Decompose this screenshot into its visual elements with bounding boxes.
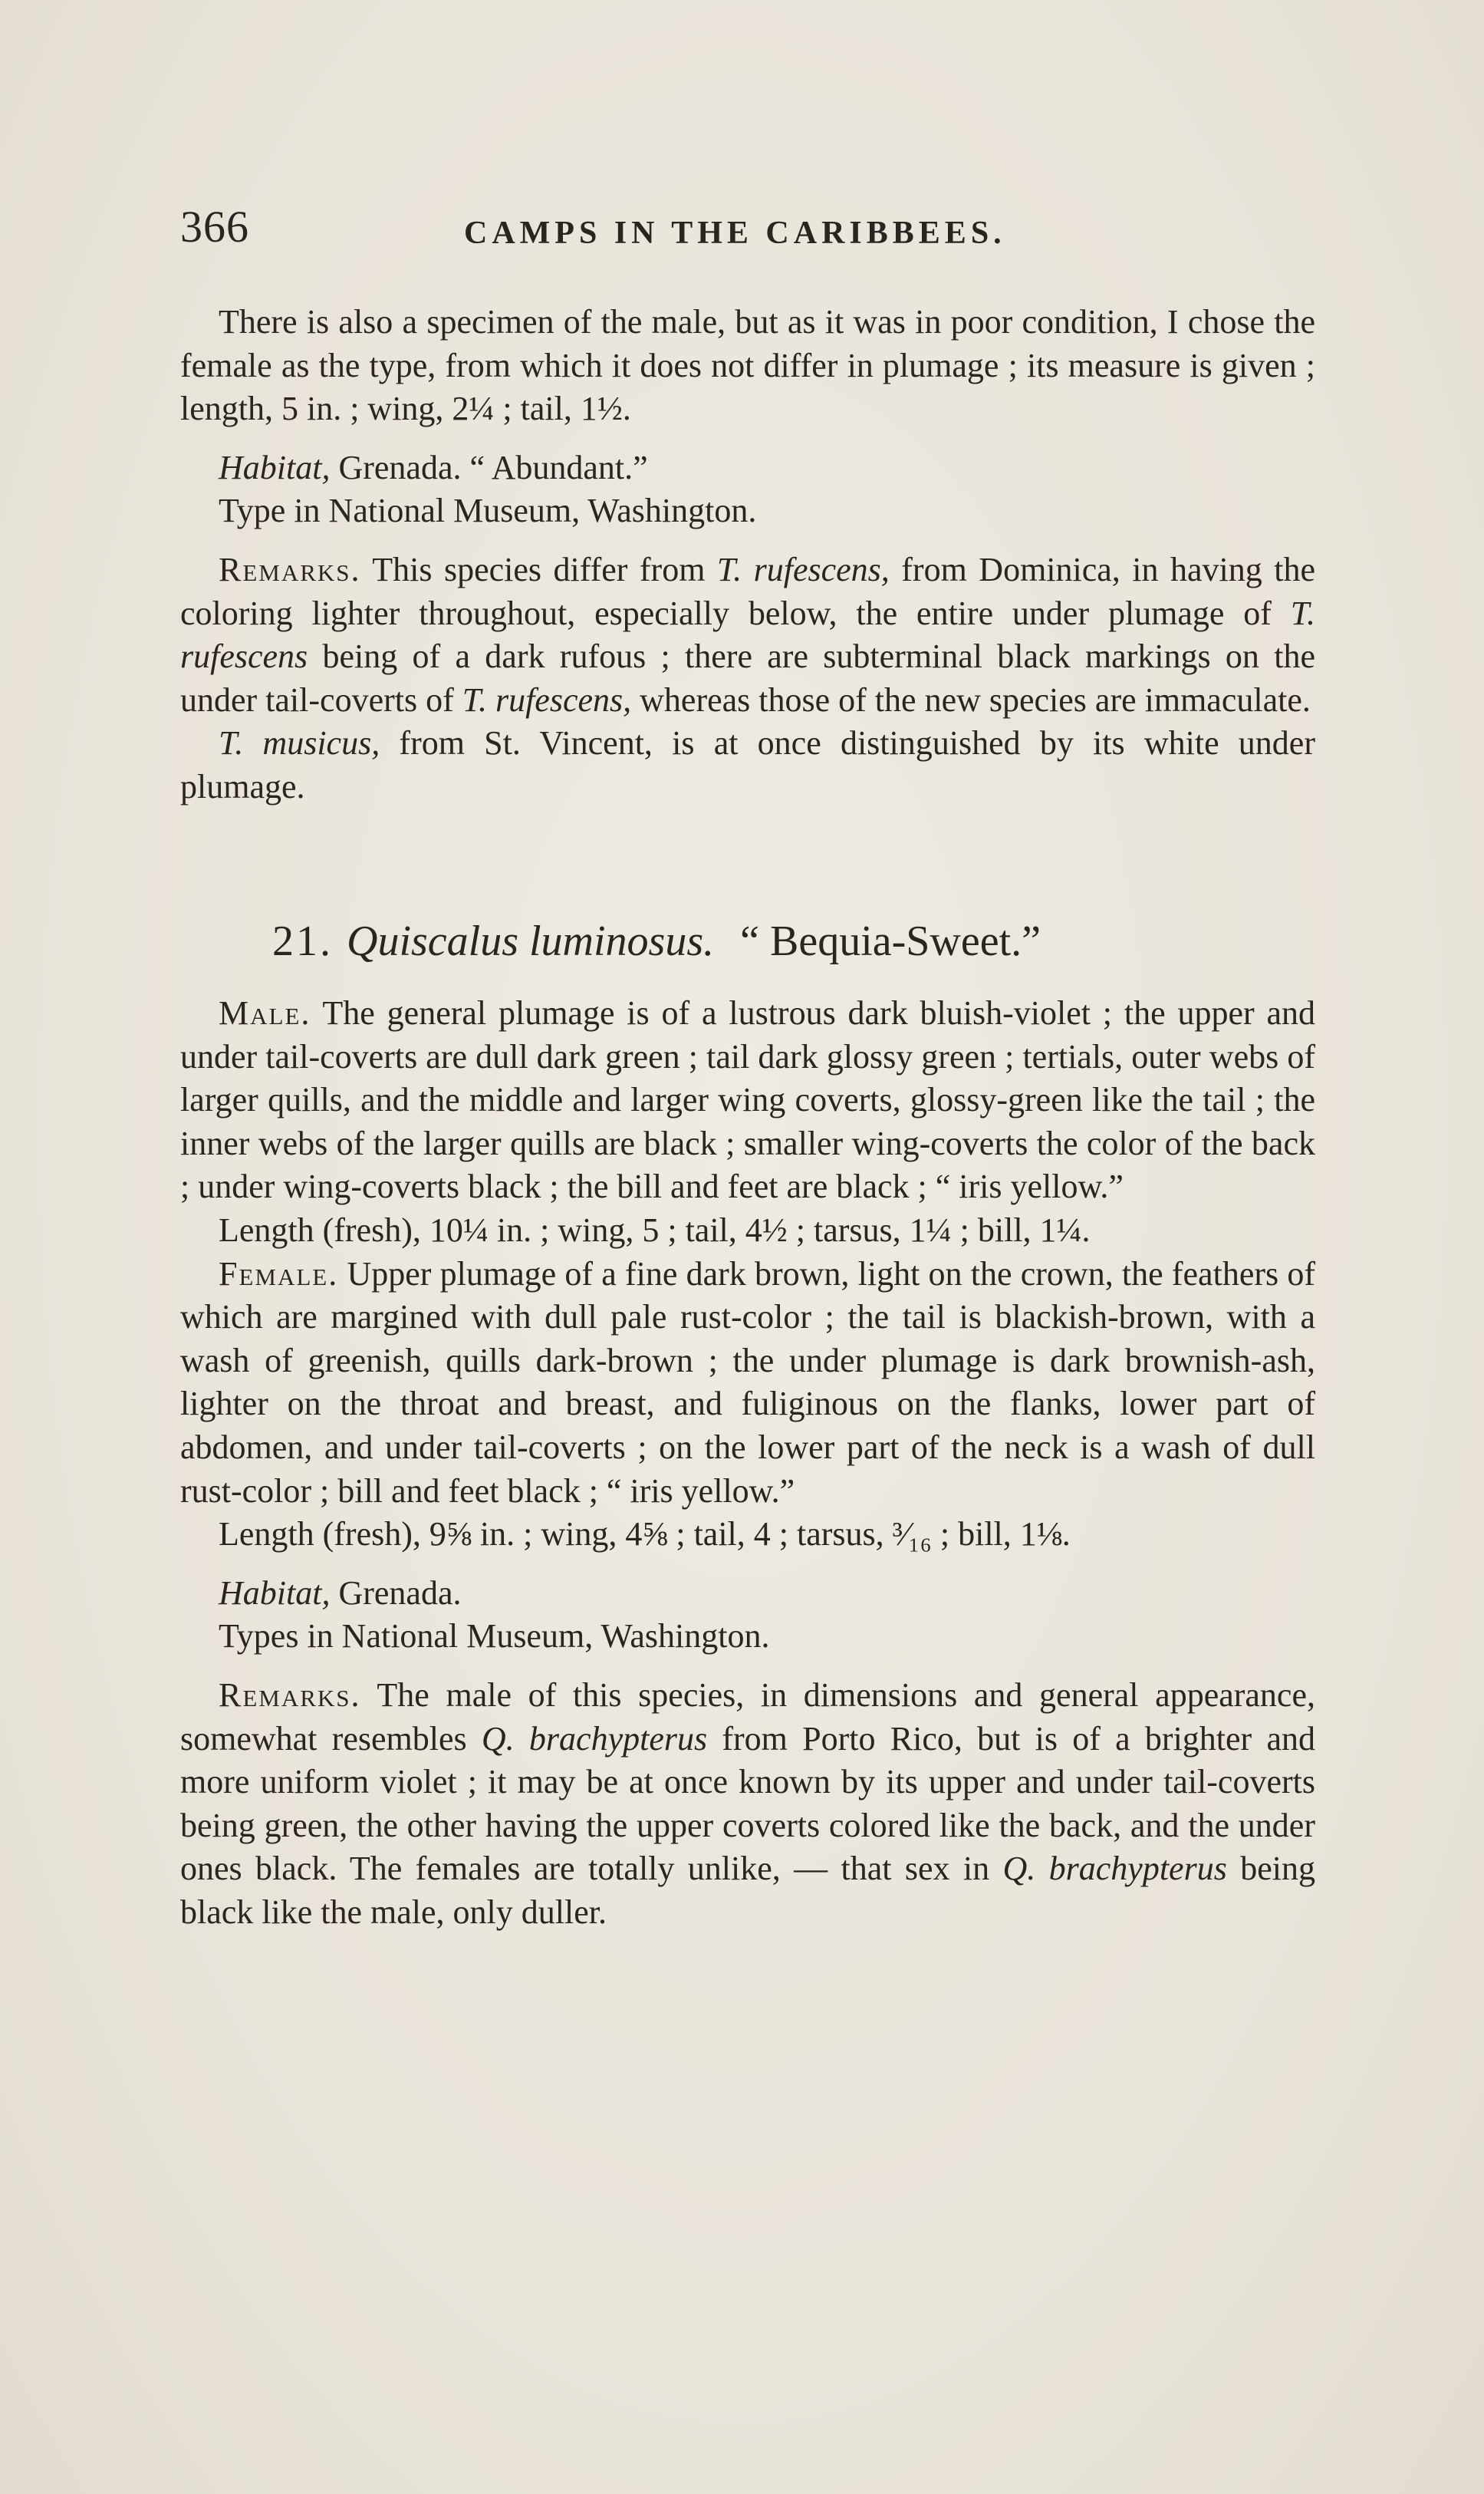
remarks-text: being black like the male, only duller. [180,1850,1315,1931]
intro-paragraph: There is also a specimen of the male, but as it was in poor condition, I chose the female as the type, from which it does not differ in plumage ; its measure is given ; length, 5 in. ; wing, 2¼ ; tail, 1½. [180,303,1315,428]
scientific-name: Quiscalus luminosus. [347,918,715,965]
remarks-text: The male of this species, in dimensions and general appearance, somewhat resembles [180,1675,1315,1758]
species-ref: T. musicus, [219,724,380,763]
remarks-text: from Dominica, in having the coloring lighter throughout, especially below, the entire under plumage of [180,550,1315,632]
habitat-value: Grenada. [330,1573,462,1612]
male-label: Male. [219,994,311,1032]
remarks-label: Remarks. [219,1675,361,1714]
page-header [180,201,1315,262]
remarks-paragraph [180,549,1315,722]
habitat-value: Grenada. “ Abundant.” [330,448,648,486]
page-number: 366 [180,202,249,252]
species-description [180,992,1315,1934]
male-text: The general plumage is of a lustrous dark bluish-violet ; the upper and under tail-coverts are dull dark green ; tail dark glossy green ; tertials, outer webs of larger quills, and the middle and larger wing coverts, glossy-green like the tail ; the inner webs of the larger quills are black ; smaller wing-coverts the color of the back ; under wing-coverts black ; the bill and feet are black ; “ iris yellow.” [180,994,1315,1206]
intro-section [180,301,1315,809]
common-name: “ Bequia-Sweet.” [740,918,1041,965]
species-ref: T. rufescens, [462,680,632,719]
species-number: 21. [272,918,333,965]
species-ref: T. rufescens, [716,550,890,588]
male-measurements: Length (fresh), 10¼ in. ; wing, 5 ; tail, 4½ ; tarsus, 1¼ ; bill, 1¼. [219,1211,1091,1249]
types-line: Types in National Museum, Washington. [219,1617,770,1656]
female-measurements: Length (fresh), 9⅝ in. ; wing, 4⅝ ; tail, 4 ; tarsus, ³⁄₁₆ ; bill, 1⅛. [219,1515,1071,1553]
running-head: CAMPS IN THE CARIBBEES. [464,216,1006,251]
species-heading [272,917,1315,966]
remarks-paragraph [180,1674,1315,1935]
remarks-text: being of a dark rufous ; there are subterminal black markings on the under tail-coverts of [180,638,1315,719]
remarks-text: from Porto Rico, but is of a brighter and more uniform violet ; it may be at once known by its upper and under tail-coverts being green, the other having the upper coverts colored like the back, and the under ones black. The females are totally unlike, — that sex in [180,1719,1315,1888]
species-ref: Q. brachypterus [1002,1850,1227,1888]
remarks-label: Remarks. [219,550,361,588]
species-ref: T. rufescens [180,594,1315,676]
remarks-text: whereas those of the new species are immaculate. [631,680,1311,719]
musicus-paragraph [180,722,1315,809]
female-label: Female. [219,1254,339,1293]
remarks-text: from St. Vincent, is at once distinguished by its white under plumage. [180,724,1315,806]
female-text: Upper plumage of a fine dark brown, light on the crown, the feathers of which are margined with dull pale rust-color ; the tail is blackish-brown, with a wash of greenish, quills dark-brown ; the under plumage is dark brownish-ash, lighter on the throat and breast, and fuliginous on the flanks, lower part of abdomen, and under tail-coverts ; on the lower part of the neck is a wash of dull rust-color ; bill and feet black ; “ iris yellow.” [180,1254,1315,1510]
male-paragraph [180,992,1315,1209]
habitat-line [180,1572,1315,1616]
type-line: Type in National Museum, Washington. [219,492,757,530]
habitat-line [180,446,1315,490]
habitat-label: Habitat, [219,1573,331,1612]
remarks-text: This species differ from [360,550,717,588]
species-ref: Q. brachypterus [481,1719,708,1758]
female-paragraph [180,1253,1315,1514]
habitat-label: Habitat, [219,448,331,486]
